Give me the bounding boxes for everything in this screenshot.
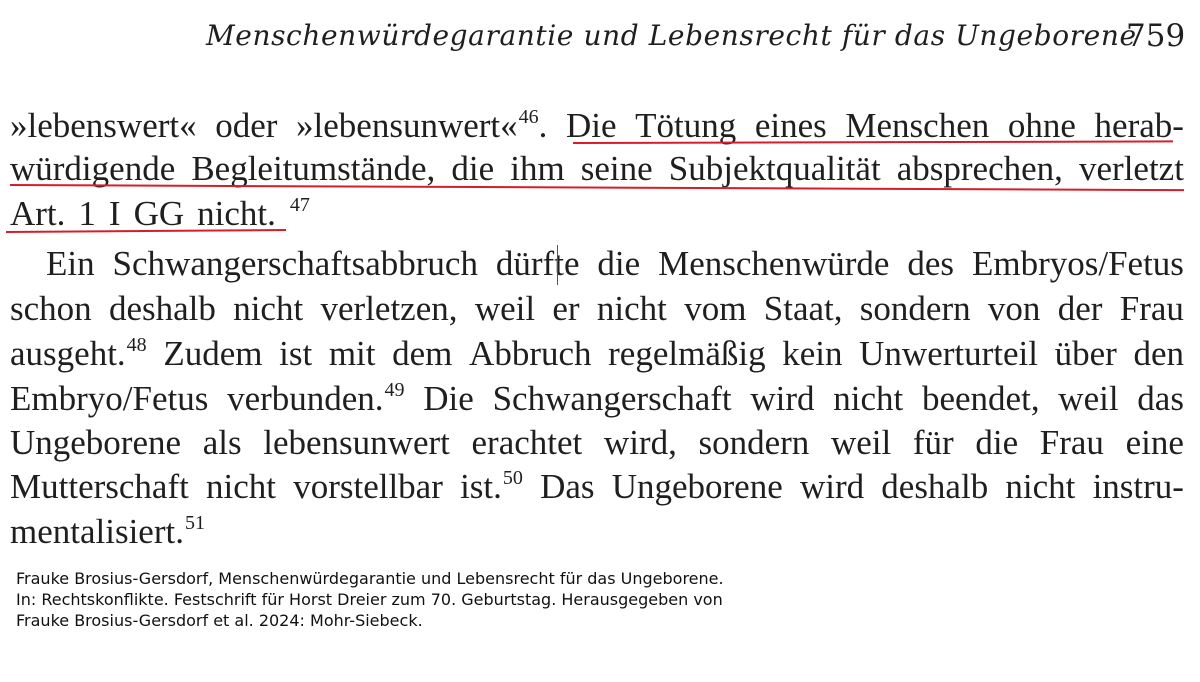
- word: wird,: [603, 423, 677, 462]
- word: über: [1054, 334, 1117, 373]
- word: ohne: [1007, 106, 1076, 145]
- word: deshalb: [881, 467, 989, 506]
- text-line-7: [10, 377, 1184, 421]
- word: wird: [799, 467, 865, 506]
- word: »lebenswert«: [10, 106, 197, 145]
- text-line-5: [10, 287, 1184, 331]
- word: Embryo/Fetus: [10, 379, 209, 418]
- word: schon: [10, 289, 92, 328]
- word: erachtet: [471, 423, 583, 462]
- citation-line: In: Rechtskonflikte. Festschrift für Horst Dreier zum 70. Geburtstag. Herausgegeben von: [16, 590, 723, 609]
- word: 1: [78, 194, 96, 233]
- word: vom: [684, 289, 747, 328]
- word: Subjektqualität: [668, 149, 881, 188]
- word: Art.: [10, 194, 66, 233]
- word: herab-: [1094, 106, 1184, 145]
- word: vorstellbar: [293, 467, 443, 506]
- word: [460, 465, 523, 509]
- word: eines: [754, 106, 827, 145]
- word: Tötung: [635, 106, 737, 145]
- word: GG: [133, 194, 185, 233]
- word: Staat,: [763, 289, 843, 328]
- word: instru-: [1092, 467, 1184, 506]
- word: absprechen,: [896, 149, 1063, 188]
- word: des: [907, 244, 955, 283]
- word: wird: [750, 379, 815, 418]
- word: I: [108, 194, 121, 233]
- word: weil: [830, 423, 892, 462]
- footnote-ref: 49: [384, 379, 405, 401]
- punctuation: .: [538, 106, 548, 145]
- text-line-9: [10, 465, 1184, 509]
- word: Menschenwürde: [658, 244, 890, 283]
- word: [10, 510, 205, 554]
- word: mit: [328, 334, 376, 373]
- word-text: »lebensunwert«: [296, 106, 518, 145]
- word-text: ist.: [460, 467, 502, 506]
- text-line-6: [10, 332, 1184, 376]
- text-line-10: [10, 510, 1184, 554]
- word: das: [1137, 379, 1184, 418]
- footnote-ref: 48: [126, 334, 147, 356]
- word: nicht: [596, 289, 667, 328]
- word: eine: [1125, 423, 1184, 462]
- citation-line: Frauke Brosius-Gersdorf, Menschenwürdegarantie und Lebensrecht für das Ungeborene.: [16, 569, 724, 588]
- word-text: nicht.: [197, 194, 276, 233]
- word: verletzen,: [320, 289, 458, 328]
- footnote-ref: 50: [502, 467, 523, 489]
- word: [10, 332, 147, 376]
- footnote-ref: 46: [518, 106, 539, 128]
- word: sondern: [698, 423, 810, 462]
- word: [296, 104, 547, 148]
- word: Die: [566, 106, 617, 145]
- word: Das: [540, 467, 595, 506]
- word: nicht: [233, 289, 304, 328]
- word: beendet,: [921, 379, 1040, 418]
- word: Ein: [46, 244, 95, 283]
- word: von: [987, 289, 1041, 328]
- word: lebensunwert: [263, 423, 450, 462]
- word-text: ausgeht.: [10, 334, 126, 373]
- source-citation: [16, 568, 776, 631]
- word-text: mentalisiert.: [10, 512, 184, 551]
- footnote-ref: 47: [289, 194, 310, 216]
- word: Embryos/Fetus: [971, 244, 1184, 283]
- word: Zudem: [163, 334, 263, 373]
- text-line-8: [10, 421, 1184, 465]
- word: weil: [474, 289, 536, 328]
- word: deshalb: [108, 289, 216, 328]
- word: Ungeborene: [611, 467, 783, 506]
- word: [227, 377, 404, 421]
- word: die: [975, 423, 1019, 462]
- word: die: [451, 149, 495, 188]
- word: den: [1133, 334, 1184, 373]
- word: Menschen: [845, 106, 990, 145]
- word: Begleitumstände,: [191, 149, 436, 188]
- footnote-ref: 51: [184, 512, 205, 534]
- word: verletzt: [1079, 149, 1184, 188]
- word: ist: [279, 334, 313, 373]
- word: Abbruch: [469, 334, 592, 373]
- word: Schwangerschaftsabbruch: [112, 244, 478, 283]
- text-line-4: [46, 242, 1184, 286]
- word: für: [912, 423, 954, 462]
- word: der: [1057, 289, 1103, 328]
- word: sondern: [859, 289, 971, 328]
- word: Die: [423, 379, 474, 418]
- word-text: verbunden.: [227, 379, 384, 418]
- word: als: [202, 423, 242, 462]
- word: die: [597, 244, 641, 283]
- word: Frau: [1119, 289, 1184, 328]
- word: Mutterschaft: [10, 467, 189, 506]
- word: Frau: [1039, 423, 1104, 462]
- word: ihm: [510, 149, 565, 188]
- running-head: Menschenwürdegarantie und Lebensrecht für das Ungeborene: [206, 19, 1137, 52]
- word: seine: [580, 149, 653, 188]
- citation-line: Frauke Brosius-Gersdorf et al. 2024: Mohr-Siebeck.: [16, 611, 423, 630]
- word: er: [552, 289, 580, 328]
- word: dürfte: [495, 244, 580, 283]
- text-cursor: [557, 245, 558, 285]
- word: regelmäßig: [608, 334, 766, 373]
- word: oder: [215, 106, 278, 145]
- word: kein: [782, 334, 843, 373]
- page-number: 759: [1126, 18, 1186, 54]
- word: dem: [392, 334, 453, 373]
- word: nicht: [206, 467, 276, 506]
- word: Unwerturteil: [859, 334, 1038, 373]
- word: würdigende: [10, 149, 176, 188]
- word: Ungeborene: [10, 423, 182, 462]
- word: weil: [1058, 379, 1119, 418]
- word: Schwangerschaft: [492, 379, 732, 418]
- word: nicht: [1005, 467, 1076, 506]
- word: nicht: [833, 379, 904, 418]
